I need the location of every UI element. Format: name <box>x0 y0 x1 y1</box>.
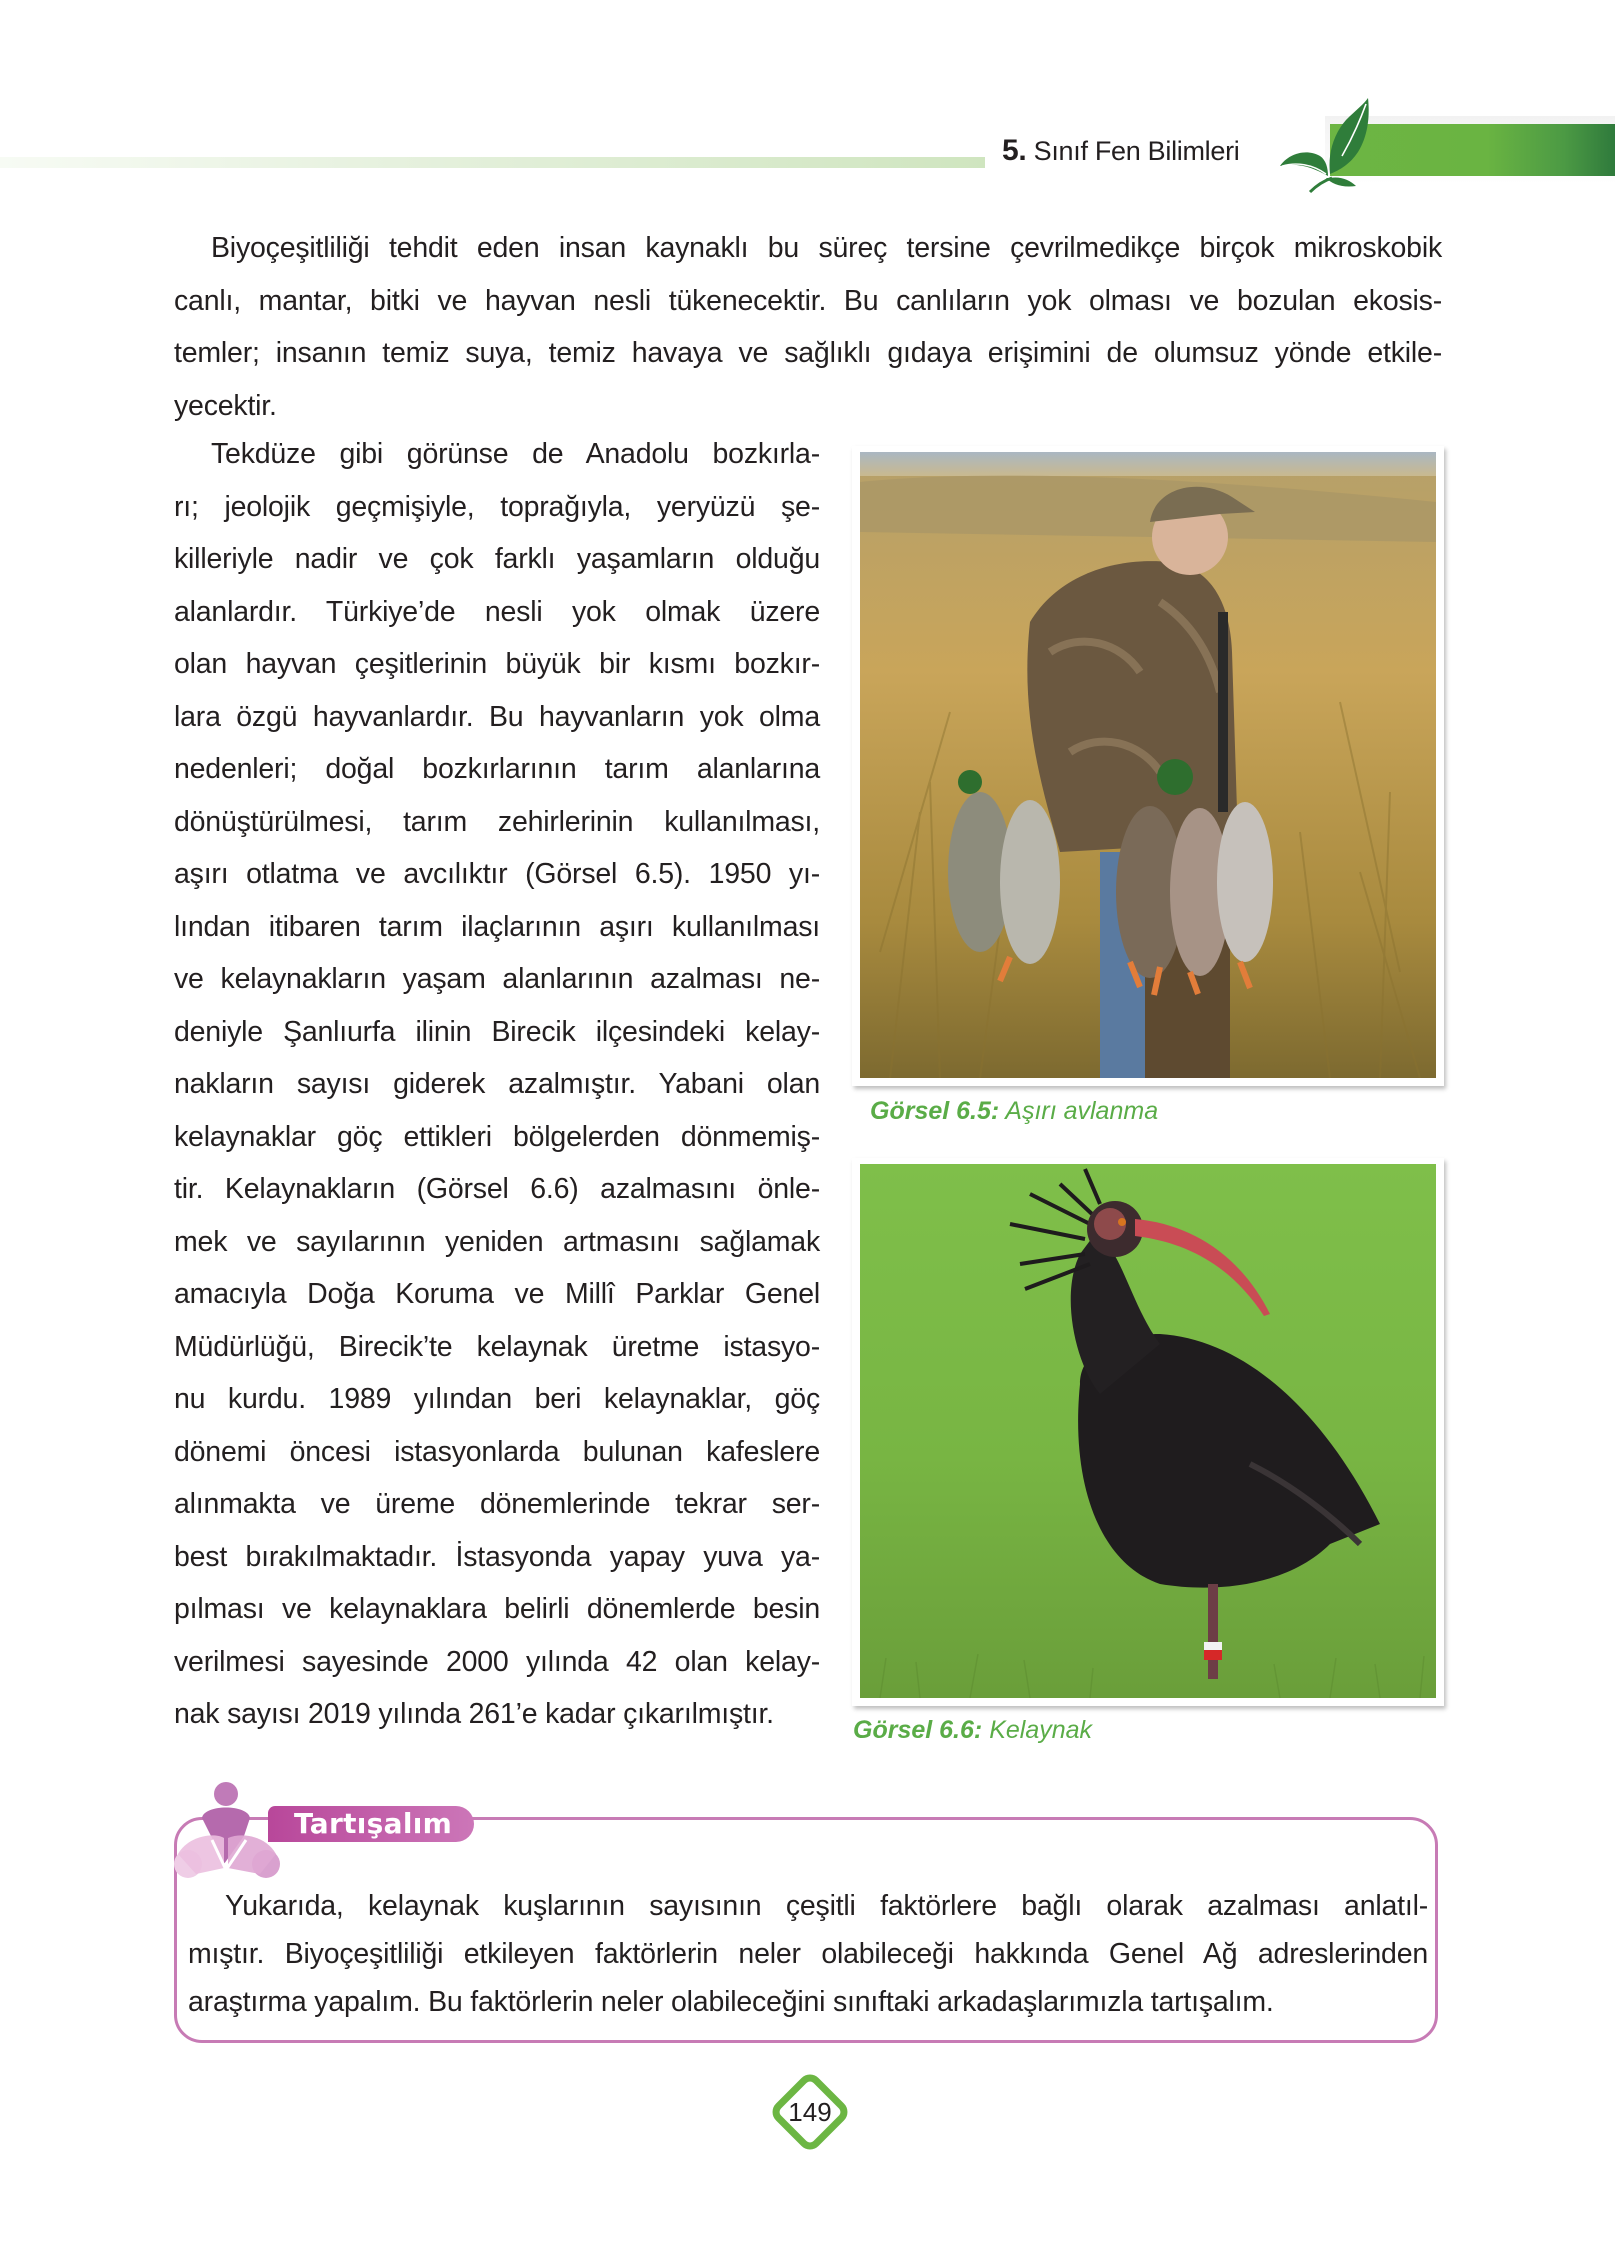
text-line: pılması ve kelaynaklara belirli dönemlerde besin <box>174 1593 820 1625</box>
figure-caption <box>870 1097 1158 1126</box>
figure-title: Aşırı avlanma <box>1005 1097 1159 1125</box>
text-line: nedenleri; doğal bozkırlarının tarım alanlarına <box>174 753 820 785</box>
text-line: nu kurdu. 1989 yılından beri kelaynaklar, göç <box>174 1383 820 1415</box>
figure-ibis <box>852 1158 1444 1706</box>
leaf-branch-icon <box>1270 96 1380 196</box>
figure-caption <box>853 1716 1092 1745</box>
text-line: lından itibaren tarım ilaçlarının aşırı kullanılması <box>174 910 820 943</box>
text-line: verilmesi sayesinde 2000 yılında 42 olan kelay- <box>174 1645 820 1678</box>
figure-hunting <box>852 446 1444 1086</box>
text-line: mıştır. Biyoçeşitliliği etkileyen faktörlerin neler olabileceği hakkında Genel Ağ adreslerinden <box>188 1938 1428 1970</box>
text-line: nakların sayısı giderek azalmıştır. Yabani olan <box>174 1068 820 1100</box>
text-line: yecektir. <box>174 389 277 422</box>
text-line: dönemi öncesi istasyonlarda bulunan kafeslere <box>174 1435 820 1468</box>
text-line: mek ve sayılarının yeniden artmasını sağlamak <box>174 1225 820 1258</box>
text-line: alınmakta ve üreme dönemlerinde tekrar ser- <box>174 1488 820 1520</box>
text-line: Biyoçeşitliliği tehdit eden insan kaynaklı bu süreç tersine çevrilmedikçe birçok mikroskobik <box>211 232 1442 264</box>
text-line: best bırakılmaktadır. İstasyonda yapay yuva ya- <box>174 1540 820 1573</box>
text-line: amacıyla Doğa Koruma ve Millî Parklar Genel <box>174 1278 820 1310</box>
discussion-title: Tartışalım <box>268 1806 474 1842</box>
discussion-text <box>188 1882 1428 2026</box>
figure-label: Görsel 6.5: <box>870 1097 1000 1125</box>
header-rule <box>0 157 985 168</box>
text-line: Tekdüze gibi görünse de Anadolu bozkırla- <box>211 438 820 470</box>
text-line: canlı, mantar, bitki ve hayvan nesli tükenecektir. Bu canlıların yok olması ve bozulan ekosis- <box>174 284 1442 317</box>
text-line: alanlardır. Türkiye’de nesli yok olmak üzere <box>174 595 820 628</box>
text-line: kelaynaklar göç ettikleri bölgelerden dönmemiş- <box>174 1120 820 1153</box>
text-line: Yukarıda, kelaynak kuşlarının sayısının çeşitli faktörlere bağlı olarak azalması anlatıl- <box>225 1890 1428 1922</box>
hunter-with-ducks-photo <box>860 452 1436 1078</box>
subject-name: Sınıf Fen Bilimleri <box>1033 136 1240 166</box>
text-line: deniyle Şanlıurfa ilinin Birecik ilçesindeki kelay- <box>174 1015 820 1048</box>
page-number: 149 <box>788 2097 832 2127</box>
text-line: dönüştürülmesi, tarım zehirlerinin kullanılması, <box>174 805 820 838</box>
text-line: tir. Kelaynakların (Görsel 6.6) azalmasını önle- <box>174 1173 820 1205</box>
text-line: Müdürlüğü, Birecik’te kelaynak üretme istasyo- <box>174 1330 820 1363</box>
page-number-badge <box>768 2070 852 2154</box>
text-line: ve kelaynakların yaşam alanlarının azalması ne- <box>174 963 820 995</box>
text-line: killeriyle nadir ve çok farklı yaşamların olduğu <box>174 543 820 575</box>
steppe-paragraph <box>174 428 820 1741</box>
intro-paragraph <box>174 222 1442 432</box>
figure-label: Görsel 6.6: <box>853 1716 983 1744</box>
text-line: olan hayvan çeşitlerinin büyük bir kısmı bozkır- <box>174 648 820 680</box>
book-title <box>1002 134 1239 168</box>
figure-title: Kelaynak <box>989 1716 1093 1744</box>
text-line: araştırma yapalım. Bu faktörlerin neler olabileceğini sınıftaki arkadaşlarımızla tartışalım. <box>188 1986 1274 2018</box>
grade-number: 5. <box>1002 134 1027 167</box>
text-line: aşırı otlatma ve avcılıktır (Görsel 6.5). 1950 yı- <box>174 858 820 890</box>
text-line: lara özgü hayvanlardır. Bu hayvanların yok olma <box>174 700 820 733</box>
discussion-people-icon <box>168 1778 286 1883</box>
text-line: temler; insanın temiz suya, temiz havaya ve sağlıklı gıdaya erişimini de olumsuz yönde etkile- <box>174 337 1442 369</box>
text-line: rı; jeolojik geçmişiyle, toprağıyla, yeryüzü şe- <box>174 490 820 523</box>
bald-ibis-photo <box>860 1164 1436 1698</box>
text-line: nak sayısı 2019 yılında 261’e kadar çıkarılmıştır. <box>174 1698 774 1730</box>
